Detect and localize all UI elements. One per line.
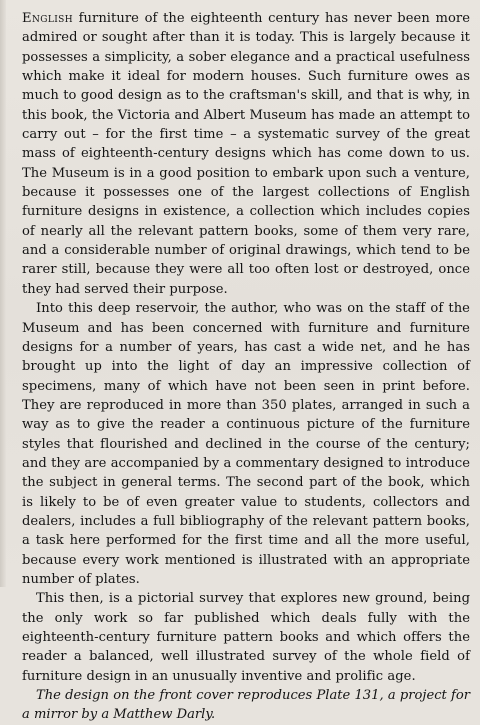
paragraph-1-lead: English [22,11,73,26]
cover-caption: The design on the front cover reproduces Plate 131, a project for a mirror by a Matthew Darly. [22,688,470,723]
page-edge-shadow [0,0,6,587]
paragraph-1 [22,9,470,299]
paragraph-1-text: furniture of the eighteenth century has never been more admired or sought after than it is today. This is largely because it possesses a simplicity, a sober elegance and a practical usefulness which make it ideal for modern houses. Such furniture owes as much to good design as to the craftsman's skill, and that is why, in this book, the Victoria and Albert Museum has made an attempt to carry out – for the first time – a systematic survey of the great mass of eighteenth-century designs which has come down to us. The Museum is in a good position to embark upon such a venture, because it possesses one of the largest collections of English furniture designs in existence, a collection which includes copies of nearly all the relevant pattern books, some of them very rare, and a considerable number of original drawings, which tend to be rarer still, because they were all too often lost or destroyed, once they had served their purpose. [22,11,470,297]
paragraph-3: This then, is a pictorial survey that explores new ground, being the only work so far published which deals fully with the eighteenth-century furniture pattern books and which offers the reader a balanced, well illustrated survey of the whole field of furniture design in an unusually inventive and prolific age. [22,591,470,684]
paragraph-2: Into this deep reservoir, the author, who was on the staff of the Museum and has been concerned with furniture and furniture designs for a number of years, has cast a wide net, and he has brought up into the light of day an impressive collection of specimens, many of which have not been seen in print before. They are reproduced in more than 350 plates, arranged in such a way as to give the reader a continuous picture of the furniture styles that flourished and declined in the course of the century; and they are accompanied by a commentary designed to introduce the subject in general terms. The second part of the book, which is likely to be of even greater value to students, collectors and dealers, includes a full bibliography of the relevant pattern books, a task here performed for the first time and all the more useful, because every work mentioned is illustrated with an appropriate number of plates. [22,301,470,587]
